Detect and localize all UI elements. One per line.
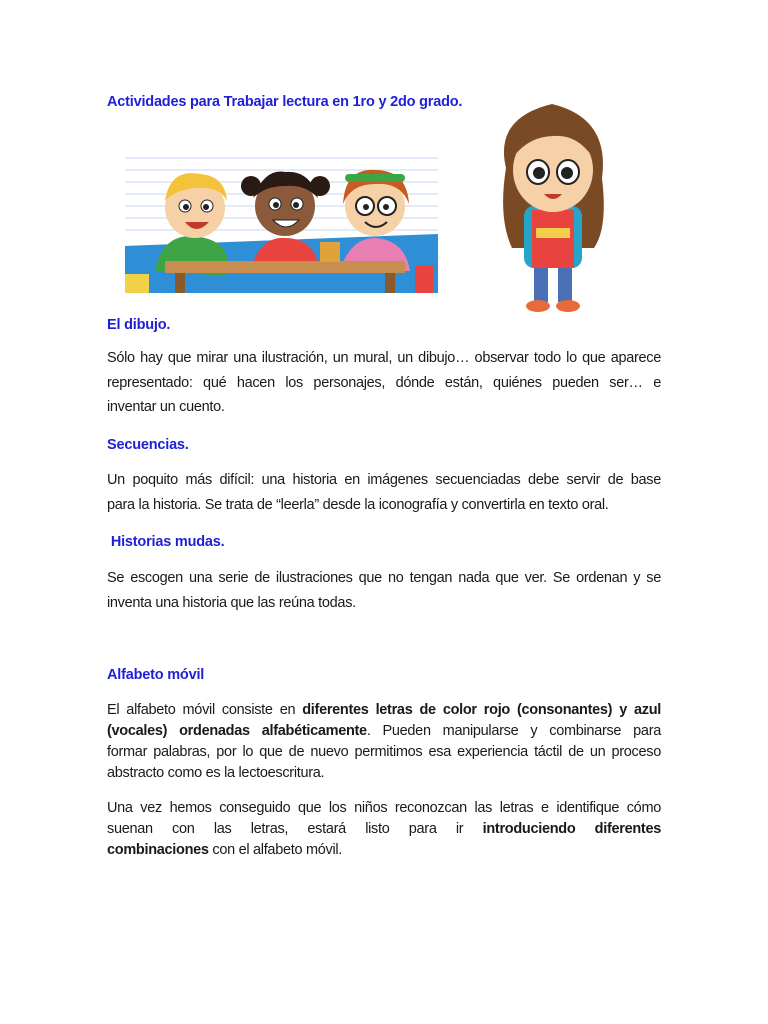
- paragraph-dibujo: [107, 346, 661, 420]
- text-line: inventa una historia que las reúna todas.: [107, 594, 356, 611]
- text-line: [107, 840, 661, 861]
- text-run: El alfabeto móvil consiste en: [107, 702, 303, 718]
- paragraph-historias-mudas: [107, 566, 661, 615]
- text-line: para la historia. Se trata de “leerla” desde la iconografía y convertirla en texto oral.: [107, 496, 609, 513]
- text-line: Se escogen una serie de ilustraciones que no tengan nada que ver. Se ordenan y se: [107, 570, 661, 586]
- text-line: [107, 721, 661, 742]
- section-heading-alfabeto-movil: Alfabeto móvil: [107, 667, 205, 683]
- document-title: Actividades para Trabajar lectura en 1ro y 2do grado.: [107, 94, 463, 110]
- text-run: . Pueden manipularse y combinarse para: [366, 723, 661, 739]
- paragraph-secuencias: [107, 468, 661, 517]
- section-heading-secuencias: Secuencias.: [107, 437, 189, 453]
- bold-run: introduciendo diferentes: [482, 821, 661, 837]
- section-heading-dibujo: El dibujo.: [107, 317, 171, 333]
- text-line: Una vez hemos conseguido que los niños reconozcan las letras e identifique cómo: [107, 800, 661, 816]
- section-heading-historias-mudas: Historias mudas.: [107, 534, 225, 550]
- paragraph-alfabeto-2: [107, 798, 661, 861]
- text-line: abstracto como es la lectoescritura.: [107, 765, 325, 781]
- text-run: suenan con las letras, estará listo para ir: [107, 821, 483, 837]
- text-line: Un poquito más difícil: una historia en imágenes secuenciadas debe servir de base: [107, 472, 661, 488]
- cartoon-girl-illustration: [494, 98, 612, 316]
- text-line: [107, 819, 661, 840]
- text-line: Sólo hay que mirar una ilustración, un mural, un dibujo… observar todo lo que aparece: [107, 350, 661, 366]
- text-line: formar palabras, por lo que de nuevo permitimos esa experiencia táctil de un proceso: [107, 744, 661, 760]
- bold-run: diferentes letras de color rojo (consonantes) y azul: [302, 702, 661, 718]
- bold-run: combinaciones: [107, 842, 209, 858]
- text-line: representado: qué hacen los personajes, dónde están, quiénes pueden ser… e: [107, 374, 661, 391]
- text-line: [107, 700, 661, 721]
- children-at-desk-illustration: [125, 146, 438, 293]
- text-run: con el alfabeto móvil.: [208, 842, 343, 858]
- paragraph-alfabeto-1: [107, 700, 661, 784]
- text-line: inventar un cuento.: [107, 399, 225, 415]
- bold-run: (vocales) ordenadas alfabéticamente: [107, 723, 367, 739]
